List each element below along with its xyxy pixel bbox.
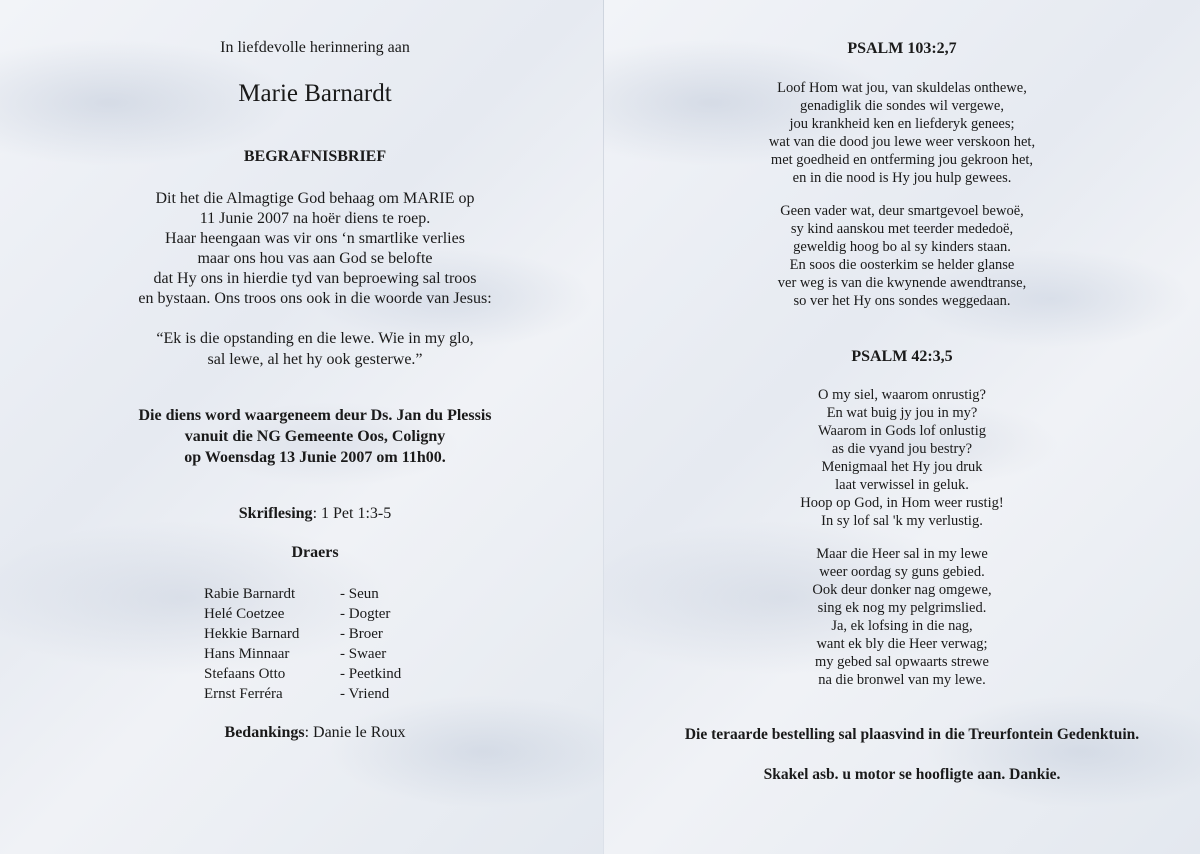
bearer-name: Hans Minnaar	[204, 646, 290, 662]
bearer-relation: - Dogter	[340, 606, 391, 622]
verse-line: Hoop op God, in Hom weer rustig!	[800, 495, 1004, 511]
intro-text: In liefdevolle herinnering aan	[220, 39, 410, 56]
thanks-line	[0, 724, 604, 742]
bearer-name: Rabie Barnardt	[204, 586, 296, 602]
bearer-row	[204, 684, 440, 704]
scripture-reading	[0, 505, 604, 523]
verse-line: Menigmaal het Hy jou druk	[821, 459, 983, 475]
announcement-paragraph	[0, 189, 604, 309]
bearer-row	[204, 664, 440, 684]
service-details	[0, 405, 604, 468]
verse-line: genadiglik die sondes wil vergewe,	[800, 98, 1004, 114]
verse-line: sing ek nog my pelgrimslied.	[817, 600, 987, 616]
paragraph-line: en bystaan. Ons troos ons ook in die woorde van Jesus:	[138, 290, 492, 307]
verse-line: sy kind aanskou met teerder mededoë,	[790, 221, 1014, 237]
paragraph-line: 11 Junie 2007 na hoër diens te roep.	[199, 210, 431, 227]
verse-line: In sy lof sal 'k my verlustig.	[821, 513, 983, 529]
verse-line: laat verwissel in geluk.	[835, 477, 969, 493]
verse-line: na die bronwel van my lewe.	[818, 672, 986, 688]
verse-line: Ja, ek lofsing in die nag,	[831, 618, 973, 634]
verse-line: geweldig hoog bo al sy kinders staan.	[793, 239, 1011, 255]
bearer-row	[204, 584, 440, 604]
service-line: Die diens word waargeneem deur Ds. Jan du Plessis	[138, 407, 492, 424]
paragraph-line: maar ons hou vas aan God se belofte	[197, 250, 433, 267]
bearer-relation: - Seun	[340, 586, 379, 602]
verse-line: my gebed sal opwaarts strewe	[815, 654, 989, 670]
bearer-name: Hekkie Barnard	[204, 626, 300, 642]
verse-line: Ook deur donker nag omgewe,	[812, 582, 992, 598]
verse-line: Waarom in Gods lof onlustig	[818, 423, 986, 439]
scripture-quote	[0, 328, 604, 370]
bearer-relation: - Broer	[340, 626, 383, 642]
quote-line: sal lewe, al het hy ook gesterwe.”	[207, 351, 423, 368]
reading-value: : 1 Pet 1:3-5	[312, 505, 392, 522]
bearer-relation: - Vriend	[340, 686, 390, 702]
bearers-list	[204, 584, 440, 704]
reading-label: Skriflesing	[238, 505, 313, 522]
service-line: op Woensdag 13 Junie 2007 om 11h00.	[184, 449, 446, 466]
bearer-row	[204, 624, 440, 644]
right-page	[604, 0, 1200, 854]
psalm-103-stanza-1	[604, 79, 1200, 187]
verse-line: wat van die dood jou lewe weer verskoon het,	[768, 134, 1036, 150]
verse-line: jou krankheid ken en liefderyk genees;	[789, 116, 1015, 132]
bearer-name: Stefaans Otto	[204, 666, 286, 682]
headlights-notice: Skakel asb. u motor se hoofligte aan. Dankie.	[763, 766, 1061, 783]
verse-line: as die vyand jou bestry?	[831, 441, 973, 457]
verse-line: Maar die Heer sal in my lewe	[816, 546, 988, 562]
bearer-name: Helé Coetzee	[204, 606, 285, 622]
letter-heading: BEGRAFNISBRIEF	[243, 148, 387, 165]
service-line: vanuit die NG Gemeente Oos, Coligny	[184, 428, 446, 445]
bearer-relation: - Peetkind	[340, 666, 402, 682]
verse-line: weer oordag sy guns gebied.	[819, 564, 985, 580]
deceased-name: Marie Barnardt	[238, 80, 392, 107]
burial-notice: Die teraarde bestelling sal plaasvind in die Treurfontein Gedenktuin.	[684, 726, 1140, 743]
bearer-row	[204, 604, 440, 624]
psalm-103-title: PSALM 103:2,7	[847, 40, 957, 57]
psalm-42-stanza-2	[604, 545, 1200, 689]
thanks-label: Bedankings	[224, 724, 305, 741]
psalm-42-stanza-1	[604, 386, 1200, 530]
thanks-value: : Danie le Roux	[304, 724, 406, 741]
verse-line: En soos die oosterkim se helder glanse	[789, 257, 1015, 273]
paragraph-line: Haar heengaan was vir ons ‘n smartlike verlies	[165, 230, 465, 247]
psalm-42-title: PSALM 42:3,5	[851, 348, 953, 365]
bearer-relation: - Swaer	[340, 646, 387, 662]
verse-line: Geen vader wat, deur smartgevoel bewoë,	[780, 203, 1024, 219]
bearers-heading: Draers	[291, 544, 339, 561]
verse-line: En wat buig jy jou in my?	[826, 405, 978, 421]
quote-line: “Ek is die opstanding en die lewe. Wie in my glo,	[156, 330, 474, 347]
verse-line: en in die nood is Hy jou hulp gewees.	[792, 170, 1012, 186]
verse-line: Loof Hom wat jou, van skuldelas onthewe,	[777, 80, 1027, 96]
bearer-row	[204, 644, 440, 664]
verse-line: so ver het Hy ons sondes weggedaan.	[793, 293, 1011, 309]
bearer-name: Ernst Ferréra	[204, 686, 283, 702]
paragraph-line: dat Hy ons in hierdie tyd van beproewing sal troos	[153, 270, 477, 287]
verse-line: want ek bly die Heer verwag;	[816, 636, 988, 652]
verse-line: O my siel, waarom onrustig?	[818, 387, 986, 403]
verse-line: ver weg is van die kwynende awendtranse,	[777, 275, 1027, 291]
verse-line: met goedheid en ontferming jou gekroon het,	[770, 152, 1034, 168]
psalm-103-stanza-2	[604, 202, 1200, 310]
paragraph-line: Dit het die Almagtige God behaag om MARIE op	[155, 190, 475, 207]
